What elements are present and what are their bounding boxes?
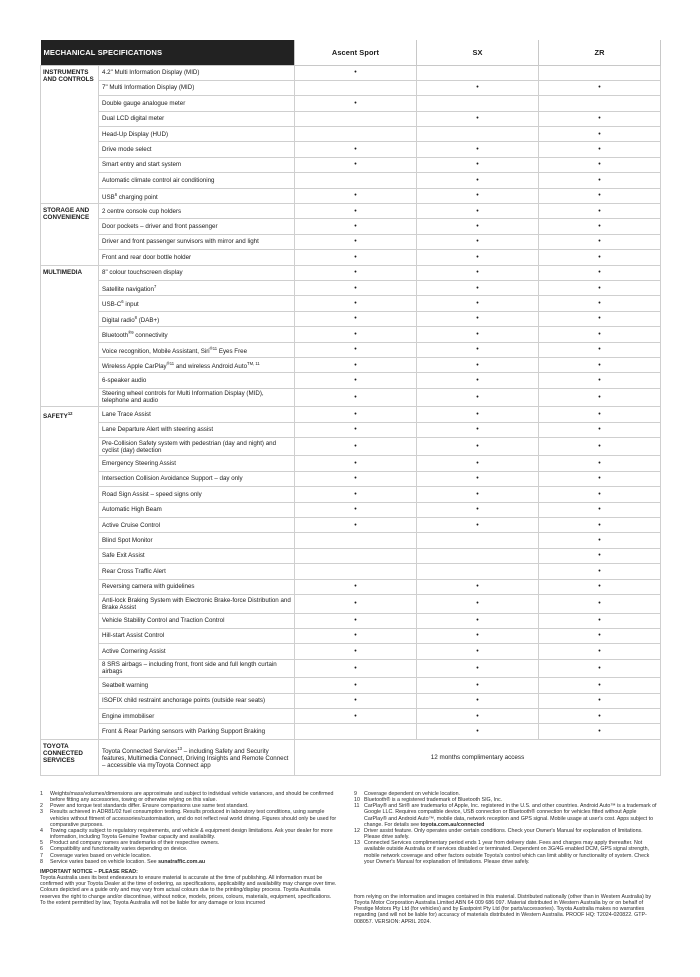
cell-sx: • [417,373,539,388]
feature-name: Wireless Apple CarPlay$^{®11}$ and wireless Android Auto$^{TM, 11}$ [99,357,295,372]
footnote-text: Power and torque test standards differ. Ensure comparisons use same test standard. [50,803,249,810]
feature-name: Satellite navigation$^7$ [99,280,295,295]
footnote-number: 1 [40,791,43,797]
cell-ascent-sport: • [295,250,417,265]
cell-ascent-sport [295,533,417,548]
cell-zr: • [539,407,661,422]
table-row [41,342,661,357]
cell-ascent-sport [295,173,417,188]
table-row [41,111,661,126]
cell-ascent-sport: • [295,327,417,342]
footnote-ref: 7 [153,284,157,290]
cell-sx: • [417,659,539,678]
cell-ascent-sport: • [295,628,417,643]
cell-zr: • [539,678,661,693]
feature-name: Lane Departure Alert with steering assist [99,422,295,437]
cell-ascent-sport: • [295,487,417,502]
table-row [41,533,661,548]
cell-zr: • [539,280,661,295]
cell-sx: • [417,471,539,486]
cell-zr: • [539,487,661,502]
feature-name: Rear Cross Traffic Alert [99,564,295,579]
footnote-text: Compatibility and functionality varies depending on device. [50,846,188,853]
feature-name: Drive mode select [99,142,295,157]
footnote-number: 8 [40,858,43,865]
footnote-ref: ®11 [166,360,175,366]
table-row [41,739,661,775]
feature-name: ISOFIX child restraint anchorage points (outside rear seats) [99,693,295,708]
cell-sx: • [417,595,539,614]
cell-zr: • [539,613,661,628]
cell-sx: • [417,311,539,326]
cell-ascent-sport: • [295,311,417,326]
cell-sx: • [417,173,539,188]
feature-name: Engine immobiliser [99,708,295,723]
cell-sx: • [417,422,539,437]
footnote-list-left [40,791,338,865]
cell-ascent-sport: • [295,613,417,628]
footnote [40,859,338,865]
section-label: SAFETY$^{12}$ [41,407,99,740]
footnote-number: 5 [40,840,43,847]
notice-continued: from relying on the information and images contained in this material. Distributed nationally (other than in Western Australia) by Toyota Motor Corporation Australia Limited ABN 64 009 686 097. Material distributed in Western Australia by or on behalf of Prestige Motors Pty Ltd (for vehicles) and by Eastpoint Pty Ltd (for parts/accessories). Toyota Australia makes no warranties regarding (and will not be liable for) accuracy of materials distributed in Western Australia. PROOF HQ: T2024-020822. GTP-008057. VERSION: APRIL 2024. [354,894,651,925]
cell-zr: • [539,502,661,517]
footnote-text: Connected Services complimentary period ends 1 year from delivery date. Fees and charges may apply thereafter. Not available outside Australia or if services disabled or terminated. Dependent on 3G/4G enabled DCM, GPS signal strength, mobile network coverage and other factors outside Toyota's control which can limit ability or functionality of system. Check your Owner's Manual for explanation of limitations. Please drive safely. [364,840,650,865]
table-row [41,80,661,95]
footnote [354,840,660,865]
table-row [41,422,661,437]
feature-name: Road Sign Assist – speed signs only [99,487,295,502]
cell-ascent-sport: • [295,595,417,614]
cell-zr: • [539,373,661,388]
table-row [41,65,661,80]
cell-ascent-sport: • [295,708,417,723]
cell-ascent-sport: • [295,659,417,678]
table-row [41,548,661,563]
feature-name: Double gauge analogue meter [99,96,295,111]
spec-table [40,40,661,776]
column-header-ascent-sport: Ascent Sport [295,40,417,65]
cell-sx [417,564,539,579]
cell-zr: • [539,724,661,739]
table-row [41,265,661,280]
cell-zr: • [539,234,661,249]
table-row [41,219,661,234]
feature-name: Door pockets – driver and front passenger [99,219,295,234]
cell-zr: • [539,595,661,614]
cell-ascent-sport: • [295,188,417,203]
table-row [41,357,661,372]
footnote-number: 10 [354,797,360,804]
cell-sx: • [417,250,539,265]
feature-name: USB$^6$ charging point [99,188,295,203]
cell-sx: • [417,265,539,280]
feature-name: Head-Up Display (HUD) [99,127,295,142]
footnote-list-right [354,791,660,865]
feature-name: Intersection Collision Avoidance Support – day only [99,471,295,486]
cell-sx [417,65,539,80]
footnote-ref: 13 [177,745,182,751]
spec-table-body [41,65,661,775]
footnote-text: Service varies based on vehicle location. See sunatraffic.com.au [50,858,206,865]
footnote-text: Results achieved in ADR81/02 fuel consumption testing. Results produced in laboratory test conditions, using sample vehicles without fitment of accessories/customisation, and do not reflect real world driving. Figures should only be used for comparative purposes. [50,809,337,828]
footnote-text: Bluetooth® is a registered trademark of Bluetooth SIG, Inc. [364,797,503,804]
cell-sx [417,548,539,563]
table-row [41,613,661,628]
footnote-number: 2 [40,803,43,810]
table-row [41,724,661,739]
cell-zr: • [539,357,661,372]
footnote-text: Coverage varies based on vehicle location. [50,852,151,859]
header-row [41,40,661,65]
feature-name: Steering wheel controls for Multi Information Display (MID), telephone and audio [99,388,295,407]
cell-sx: • [417,280,539,295]
section-label: INSTRUMENTS AND CONTROLS [41,65,99,204]
cell-sx: • [417,502,539,517]
footnote-ref: 8 [134,314,138,320]
cell-zr: • [539,693,661,708]
feature-name: Automatic High Beam [99,502,295,517]
footnote-ref: ®11 [209,345,218,351]
cell-zr: • [539,80,661,95]
cell-sx: • [417,157,539,172]
cell-ascent-sport: • [295,342,417,357]
cell-sx: • [417,80,539,95]
cell-sx: • [417,388,539,407]
cell-ascent-sport: • [295,219,417,234]
table-row [41,388,661,407]
footnote [40,809,338,827]
cell-sx: • [417,644,539,659]
cell-ascent-sport: • [295,296,417,311]
cell-sx: • [417,142,539,157]
feature-name: Seatbelt warning [99,678,295,693]
table-row [41,96,661,111]
cell-zr [539,96,661,111]
cell-sx [417,96,539,111]
cell-ascent-sport [295,111,417,126]
cell-sx [417,127,539,142]
cell-sx: • [417,188,539,203]
table-row [41,456,661,471]
feature-name: Active Cruise Control [99,518,295,533]
column-header-zr: ZR [539,40,661,65]
feature-name: Pre-Collision Safety system with pedestrian (day and night) and cyclist (day) detection [99,437,295,456]
cell-zr: • [539,388,661,407]
cell-zr: • [539,644,661,659]
table-title: MECHANICAL SPECIFICATIONS [41,40,295,65]
cell-ascent-sport: • [295,502,417,517]
footnote-link: sunatraffic.com.au [158,858,206,865]
feature-name: Blind Spot Monitor [99,533,295,548]
cell-ascent-sport [295,564,417,579]
cell-zr: • [539,142,661,157]
feature-name: Dual LCD digital meter [99,111,295,126]
footnote-number: 11 [354,803,360,810]
feature-name: Hill-start Assist Control [99,628,295,643]
cell-zr: • [539,579,661,594]
cell-zr: • [539,471,661,486]
cell-zr: • [539,250,661,265]
cell-sx: • [417,708,539,723]
cell-sx: • [417,628,539,643]
footnote-ref: 6 [121,299,124,305]
cell-zr: • [539,188,661,203]
feature-name: Lane Trace Assist [99,407,295,422]
table-row [41,127,661,142]
footnote-text: Coverage dependent on vehicle location. [364,791,461,797]
section-label: TOYOTA CONNECTED SERVICES [41,739,99,775]
cell-ascent-sport: • [295,518,417,533]
cell-sx: • [417,357,539,372]
table-row [41,487,661,502]
section-label: STORAGE AND CONVENIENCE [41,204,99,266]
cell-ascent-sport [295,127,417,142]
footnotes-left [40,791,338,906]
table-row [41,296,661,311]
footnote-text: CarPlay® and Siri® are trademarks of Apple, Inc. registered in the U.S. and other countries. Android Auto™ is a trademark of Google LLC. Requires compatible device, USB connection or Bluetooth® connection for vehicles fitted without Apple CarPlay® and Android Auto™, mobile data, network reception and GPS signal. Mobile usage at user's cost. Apps subject to change. For details see toyota.com.au/connected [364,803,657,828]
cell-zr: • [539,628,661,643]
table-row [41,644,661,659]
cell-sx: • [417,111,539,126]
table-row [41,173,661,188]
cell-zr: • [539,311,661,326]
footnote-text: Towing capacity subject to regulatory requirements, and vehicle & equipment design limitations. Ask your dealer for more information, including Toyota Genuine Towbar capacity and availability. [50,827,333,841]
footnote-text: Product and company names are trademarks of their respective owners. [50,840,220,847]
footnote-number: 13 [354,840,360,847]
cell-zr [539,65,661,80]
feature-name: USB-$C^6$ input [99,296,295,311]
table-row [41,142,661,157]
cell-sx: • [417,487,539,502]
cell-ascent-sport: • [295,157,417,172]
cell-zr: • [539,157,661,172]
footnote [40,828,338,840]
feature-name: Vehicle Stability Control and Traction Control [99,613,295,628]
cell-ascent-sport: • [295,579,417,594]
cell-ascent-sport: • [295,373,417,388]
footnote [354,803,660,828]
footnote-number: 12 [354,827,360,834]
cell-ascent-sport: • [295,644,417,659]
cell-zr: • [539,437,661,456]
cell-zr: • [539,708,661,723]
cell-sx: • [417,342,539,357]
feature-name: Driver and front passenger sunvisors with mirror and light [99,234,295,249]
feature-name: Toyota Connected Services$^{13}$ – including Safety and Security features, Multimedia Connect, Driving Insights and Remote Connect – accessible via myToyota Connect app [99,739,295,775]
cell-sx: • [417,296,539,311]
feature-name: Emergency Steering Assist [99,456,295,471]
footnote-number: 4 [40,827,43,834]
cell-zr: • [539,659,661,678]
feature-name: Voice recognition, Mobile Assistant, Siri$^{®11}$ Eyes Free [99,342,295,357]
cell-sx: • [417,219,539,234]
cell-zr: • [539,265,661,280]
table-row [41,595,661,614]
table-row [41,564,661,579]
table-row [41,579,661,594]
cell-sx: • [417,613,539,628]
feature-name: 8" colour touchscreen display [99,265,295,280]
feature-name: Smart entry and start system [99,157,295,172]
cell-zr: • [539,456,661,471]
table-row [41,678,661,693]
feature-name: Reversing camera with guidelines [99,579,295,594]
table-row [41,471,661,486]
cell-ascent-sport: • [295,437,417,456]
footnote-number: 9 [354,791,357,797]
cell-zr: • [539,342,661,357]
cell-ascent-sport: • [295,471,417,486]
feature-name: 2 centre console cup holders [99,204,295,219]
cell-ascent-sport: • [295,96,417,111]
cell-zr: • [539,548,661,563]
cell-zr: • [539,327,661,342]
feature-name: 6-speaker audio [99,373,295,388]
footnotes-right [354,791,660,865]
cell-sx [417,533,539,548]
cell-sx: • [417,204,539,219]
cell-ascent-sport: • [295,142,417,157]
feature-name: Automatic climate control air conditioning [99,173,295,188]
feature-name: Front and rear door bottle holder [99,250,295,265]
footnote-text: Weights/mass/volumes/dimensions are approximate and subject to individual vehicle variances, and should be confirmed before fitting any accessories, towing or otherwise relying on this value. [50,791,334,804]
cell-sx: • [417,327,539,342]
feature-name: Digital radio$^8$ (DAB+) [99,311,295,326]
cell-sx: • [417,456,539,471]
table-row [41,250,661,265]
feature-name: Anti-lock Braking System with Electronic Brake-force Distribution and Brake Assist [99,595,295,614]
cell-zr: • [539,564,661,579]
cell-ascent-sport: • [295,234,417,249]
footnote [354,828,660,840]
cell-sx: • [417,518,539,533]
connected-value: 12 months complimentary access [295,739,661,775]
table-row [41,327,661,342]
notice-body: Toyota Australia uses its best endeavours to ensure material is accurate at the time of publishing. All information must be confirmed with your Toyota Dealer at the time of ordering, as specifications, applicability and availability may change over time. Colours depicted are a guide only and may vary from actual colours due to the printing/display process. Toyota Australia reserves the right to change and/or discontinue, without notice, models, prices, colours, materials, equipment, specifications. To the extent permitted by law, Toyota Australia will not be liable for any damage or loss incurred [40,875,337,906]
cell-ascent-sport: • [295,693,417,708]
footnote-ref: 12 [67,411,73,417]
cell-sx: • [417,407,539,422]
table-row [41,693,661,708]
table-row [41,659,661,678]
cell-sx: • [417,724,539,739]
cell-ascent-sport: • [295,65,417,80]
cell-zr: • [539,296,661,311]
cell-ascent-sport: • [295,388,417,407]
feature-name: 7" Multi Information Display (MID) [99,80,295,95]
table-row [41,157,661,172]
cell-ascent-sport: • [295,280,417,295]
cell-ascent-sport: • [295,678,417,693]
cell-ascent-sport [295,548,417,563]
feature-name: 8 SRS airbags – including front, front side and full length curtain airbags [99,659,295,678]
footnote-link: toyota.com.au/connected [420,821,485,828]
cell-sx: • [417,579,539,594]
footnote-number: 3 [40,809,43,816]
table-row [41,407,661,422]
footnote-text: Driver assist feature. Only operates under certain conditions. Check your Owner's Manual for explanation of limitations. Please drive safely. [364,827,643,841]
notice-heading: IMPORTANT NOTICE – PLEASE READ: [40,868,138,875]
footnote-ref: 6 [114,191,118,197]
cell-ascent-sport: • [295,357,417,372]
cell-zr: • [539,127,661,142]
footnote [40,791,338,803]
cell-zr: • [539,204,661,219]
cell-ascent-sport: • [295,407,417,422]
feature-name: Front & Rear Parking sensors with Parking Support Braking [99,724,295,739]
feature-name: 4.2" Multi Information Display (MID) [99,65,295,80]
table-row [41,502,661,517]
cell-ascent-sport [295,724,417,739]
cell-sx: • [417,234,539,249]
cell-ascent-sport: • [295,204,417,219]
table-row [41,373,661,388]
cell-sx: • [417,678,539,693]
table-row [41,234,661,249]
table-row [41,280,661,295]
cell-zr: • [539,219,661,234]
cell-ascent-sport [295,80,417,95]
table-row [41,204,661,219]
cell-ascent-sport: • [295,422,417,437]
feature-name: Active Cornering Assist [99,644,295,659]
section-label: MULTIMEDIA [41,265,99,407]
table-row [41,437,661,456]
table-row [41,311,661,326]
cell-zr: • [539,173,661,188]
table-row [41,708,661,723]
footnote-ref: ®9 [128,330,134,336]
cell-zr: • [539,111,661,126]
table-row [41,628,661,643]
cell-ascent-sport: • [295,265,417,280]
feature-name: Safe Exit Assist [99,548,295,563]
table-row [41,518,661,533]
cell-sx: • [417,693,539,708]
cell-zr: • [539,422,661,437]
cell-ascent-sport: • [295,456,417,471]
cell-zr: • [539,533,661,548]
footnote-ref: TM, 11 [247,360,260,366]
footnote-number: 7 [40,852,43,859]
feature-name: Bluetooth$^{®9}$ connectivity [99,327,295,342]
table-row [41,188,661,203]
footnote-number: 6 [40,846,43,853]
cell-sx: • [417,437,539,456]
cell-zr: • [539,518,661,533]
column-header-sx: SX [417,40,539,65]
